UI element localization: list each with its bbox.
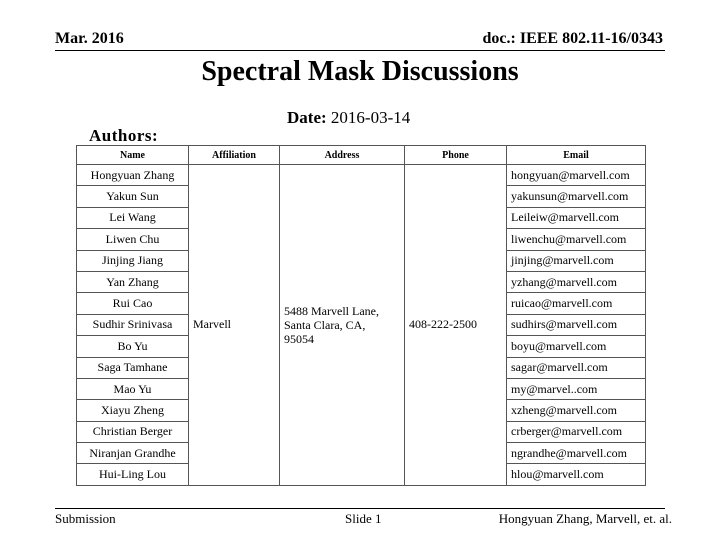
authors-table-container [76, 145, 646, 486]
author-email: ruicao@marvell.com [507, 293, 646, 314]
author-email: yzhang@marvell.com [507, 271, 646, 292]
author-name: Saga Tamhane [77, 357, 189, 378]
author-name: Bo Yu [77, 336, 189, 357]
author-email: my@marvel..com [507, 378, 646, 399]
author-email: sudhirs@marvell.com [507, 314, 646, 335]
author-name: Hui-Ling Lou [77, 464, 189, 485]
author-name: Liwen Chu [77, 229, 189, 250]
date-value: 2016-03-14 [330, 108, 411, 127]
date-line [287, 108, 410, 128]
footer-rule [55, 508, 665, 509]
table-row [77, 165, 646, 186]
address-cell [280, 165, 405, 486]
date-label: Date: [287, 108, 327, 127]
header-rule [55, 50, 665, 51]
author-email: crberger@marvell.com [507, 421, 646, 442]
author-email: jinjing@marvell.com [507, 250, 646, 271]
author-name: Hongyuan Zhang [77, 165, 189, 186]
author-email: boyu@marvell.com [507, 336, 646, 357]
author-name: Rui Cao [77, 293, 189, 314]
author-name: Sudhir Srinivasa [77, 314, 189, 335]
author-email: liwenchu@marvell.com [507, 229, 646, 250]
footer-slide-number: Slide 1 [345, 511, 382, 526]
footer-submission: Submission [55, 511, 116, 526]
author-name: Lei Wang [77, 207, 189, 228]
author-email: sagar@marvell.com [507, 357, 646, 378]
author-email: ngrandhe@marvell.com [507, 443, 646, 464]
author-email: yakunsun@marvell.com [507, 186, 646, 207]
author-name: Mao Yu [77, 378, 189, 399]
author-name: Niranjan Grandhe [77, 443, 189, 464]
table-header-row [77, 146, 646, 165]
address-line: 5488 Marvell Lane, [284, 303, 379, 318]
authors-table [76, 145, 646, 486]
table-body [77, 165, 646, 486]
column-header-email: Email [507, 146, 646, 165]
author-email: hlou@marvell.com [507, 464, 646, 485]
address-line: 95054 [284, 331, 314, 346]
column-header-phone: Phone [405, 146, 507, 165]
authors-label: Authors: [89, 126, 159, 145]
address-line: Santa Clara, CA, [284, 317, 366, 332]
column-header-name: Name [77, 146, 189, 165]
author-name: Yakun Sun [77, 186, 189, 207]
phone-cell: 408-222-2500 [405, 165, 507, 486]
author-email: xzheng@marvell.com [507, 400, 646, 421]
footer-author: Hongyuan Zhang, Marvell, et. al. [498, 511, 672, 526]
slide-title: Spectral Mask Discussions [201, 56, 519, 87]
header-doc-id: doc.: IEEE 802.11-16/0343 [482, 30, 663, 47]
author-name: Yan Zhang [77, 271, 189, 292]
column-header-affiliation: Affiliation [189, 146, 280, 165]
author-name: Xiayu Zheng [77, 400, 189, 421]
column-header-address: Address [280, 146, 405, 165]
author-name: Jinjing Jiang [77, 250, 189, 271]
author-email: Leileiw@marvell.com [507, 207, 646, 228]
header-date: Mar. 2016 [55, 30, 124, 47]
author-email: hongyuan@marvell.com [507, 165, 646, 186]
author-name: Christian Berger [77, 421, 189, 442]
affiliation-cell: Marvell [189, 165, 280, 486]
